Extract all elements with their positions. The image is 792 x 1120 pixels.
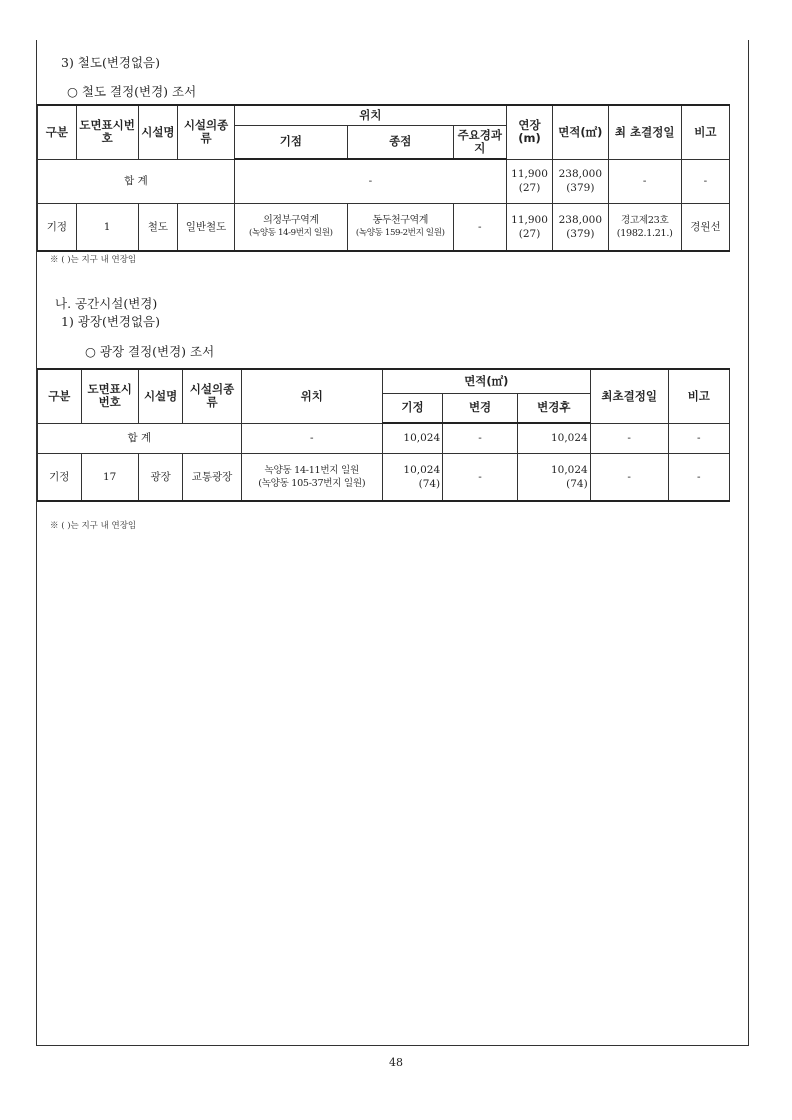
plaza-table — [37, 368, 730, 502]
total-first-decision: - — [590, 423, 668, 453]
header-change: 변경 — [443, 393, 518, 423]
table-row — [38, 203, 730, 251]
section-railway-subheading: ○ 철도 결정(변경) 조서 — [67, 84, 197, 99]
header-remark: 비고 — [681, 105, 729, 159]
total-remark: - — [668, 423, 729, 453]
header-type: 시설의종류 — [178, 105, 235, 159]
header-first-decision: 최 초결정일 — [608, 105, 681, 159]
header-facility: 시설명 — [138, 105, 178, 159]
row-type: 교통광장 — [183, 453, 241, 501]
header-gubun: 구분 — [38, 105, 77, 159]
total-remark: - — [681, 159, 729, 203]
total-label: 합 계 — [38, 423, 242, 453]
row-end: 동두천구역계 (녹양동 159-2번지 일원) — [347, 203, 453, 251]
total-length: 11,900 (27) — [507, 159, 553, 203]
row-length: 11,900 (27) — [507, 203, 553, 251]
header-gubun: 구분 — [38, 369, 82, 423]
row-type: 일반철도 — [178, 203, 235, 251]
row-gubun: 기정 — [38, 453, 82, 501]
section-railway-heading: 3) 철도(변경없음) — [61, 55, 161, 70]
total-first-decision: - — [608, 159, 681, 203]
row-drawing-no: 17 — [81, 453, 138, 501]
row-area: 238,000 (379) — [553, 203, 608, 251]
header-drawing-no: 도면표시번호 — [81, 369, 138, 423]
row-first-decision: 경고제23호 (1982.1.21.) — [608, 203, 681, 251]
total-existing: 10,024 — [382, 423, 442, 453]
railway-table — [37, 104, 730, 252]
table-row — [38, 453, 730, 501]
header-type: 시설의종류 — [183, 369, 241, 423]
header-area: 면적(㎡) — [553, 105, 608, 159]
row-change: - — [443, 453, 518, 501]
header-facility: 시설명 — [138, 369, 183, 423]
row-after: 10,024 (74) — [517, 453, 590, 501]
total-label: 합 계 — [38, 159, 235, 203]
header-remark: 비고 — [668, 369, 729, 423]
header-location: 위치 — [241, 369, 382, 423]
section-space-subheading: ○ 광장 결정(변경) 조서 — [85, 344, 215, 359]
row-drawing-no: 1 — [76, 203, 138, 251]
header-drawing-no: 도면표시번호 — [76, 105, 138, 159]
row-existing: 10,024 (74) — [382, 453, 442, 501]
row-facility: 광장 — [138, 453, 183, 501]
row-first-decision: - — [590, 453, 668, 501]
header-length: 연장(m) — [507, 105, 553, 159]
total-area: 238,000 (379) — [553, 159, 608, 203]
row-start: 의정부구역계 (녹양동 14-9번지 일원) — [234, 203, 347, 251]
header-first-decision: 최초결정일 — [590, 369, 668, 423]
header-end: 종점 — [347, 125, 453, 159]
header-location: 위치 — [234, 105, 506, 125]
total-location: - — [241, 423, 382, 453]
row-gubun: 기정 — [38, 203, 77, 251]
header-area: 면적(㎡) — [382, 369, 590, 393]
row-remark: - — [668, 453, 729, 501]
table-total-row — [38, 159, 730, 203]
total-location: - — [234, 159, 506, 203]
section-space-heading-main: 나. 공간시설(변경) — [55, 296, 158, 311]
row-via: - — [453, 203, 506, 251]
row-remark: 경원선 — [681, 203, 729, 251]
header-after: 변경후 — [517, 393, 590, 423]
table-total-row — [38, 423, 730, 453]
section-space-heading: 1) 광장(변경없음) — [61, 314, 161, 329]
total-after: 10,024 — [517, 423, 590, 453]
header-start: 기점 — [234, 125, 347, 159]
row-location: 녹양동 14-11번지 일원 (녹양동 105-37번지 일원) — [241, 453, 382, 501]
page-number: 48 — [389, 1056, 403, 1069]
row-facility: 철도 — [138, 203, 178, 251]
total-change: - — [443, 423, 518, 453]
header-existing: 기정 — [382, 393, 442, 423]
plaza-note: ※ ( )는 지구 내 연장임 — [50, 521, 137, 531]
railway-note: ※ ( )는 지구 내 연장임 — [50, 255, 137, 265]
header-via: 주요경과지 — [453, 125, 506, 159]
